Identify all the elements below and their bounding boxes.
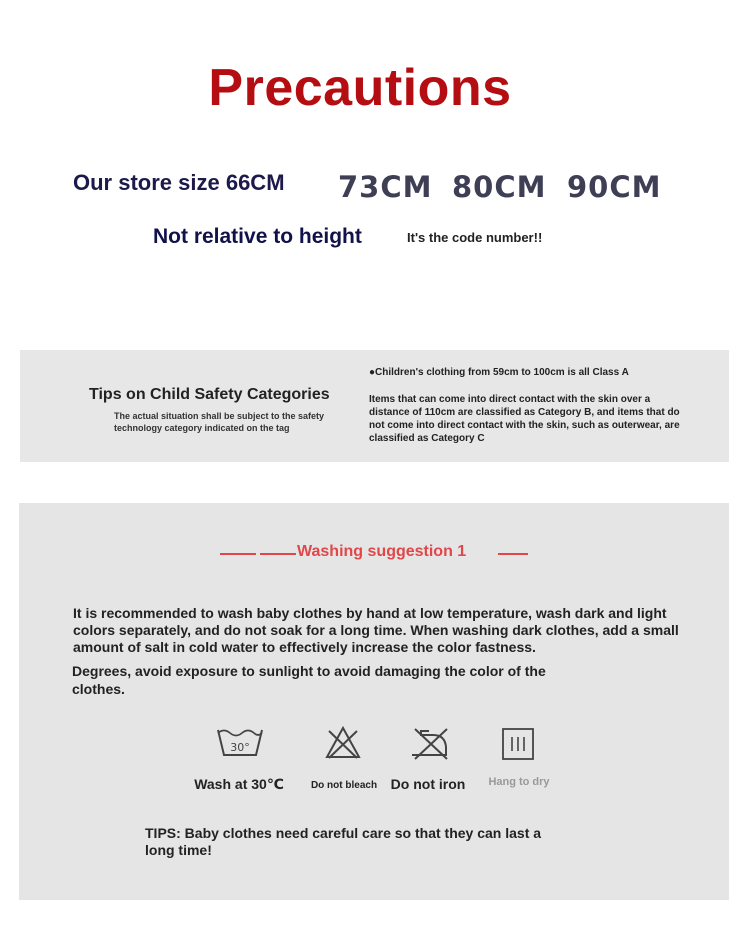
size-80cm: 80CM: [452, 170, 547, 204]
dash-left-2: [260, 553, 296, 555]
washing-paragraph-1: It is recommended to wash baby clothes by hand at low temperature, wash dark and light colors separately, and do not soak for a long time. When washing dark clothes, add a small amount of salt in cold water to effectively increase the color fastness.: [73, 605, 679, 655]
no-iron-label: Do not iron: [390, 776, 466, 792]
safety-panel: [20, 350, 729, 462]
washing-paragraph-2: Degrees, avoid exposure to sunlight to avoid damaging the color of the clothes.: [72, 663, 546, 697]
class-a-note: ●Children's clothing from 59cm to 100cm is all Class A: [369, 367, 629, 378]
not-relative-text: Not relative to height: [153, 225, 362, 248]
washing-heading-row: [19, 543, 729, 563]
washing-panel: [19, 503, 729, 900]
no-bleach-icon: [324, 725, 362, 761]
class-bc-note: Items that can come into direct contact with the skin over a distance of 110cm are classified as Category B, and items that do not come into direct contact with the skin, such as outerwear, are classified as Category C: [369, 394, 680, 444]
safety-subnote: The actual situation shall be subject to the safety technology category indicated on the tag: [114, 411, 325, 433]
dash-right: [498, 553, 528, 555]
wash-temp-text: 30°: [230, 741, 250, 754]
washing-heading: Washing suggestion 1: [297, 543, 467, 560]
size-lead-text: Our store size 66CM: [73, 170, 285, 195]
page-title: Precautions: [208, 59, 512, 117]
code-number-text: It's the code number!!: [407, 230, 543, 245]
hang-dry-label: Hang to dry: [488, 776, 550, 788]
no-bleach-label: Do not bleach: [310, 780, 378, 791]
wash-tub-icon: [216, 725, 264, 759]
dash-left-1: [220, 553, 256, 555]
wash-label: Wash at 30℃: [194, 776, 284, 792]
hang-dry-icon: [501, 727, 535, 761]
tips-footer: TIPS: Baby clothes need careful care so that they can last a long time!: [145, 825, 542, 858]
no-iron-icon: [409, 725, 451, 761]
size-73cm: 73CM: [338, 170, 433, 204]
safety-heading: Tips on Child Safety Categories: [89, 386, 330, 403]
size-90cm: 90CM: [567, 170, 662, 204]
